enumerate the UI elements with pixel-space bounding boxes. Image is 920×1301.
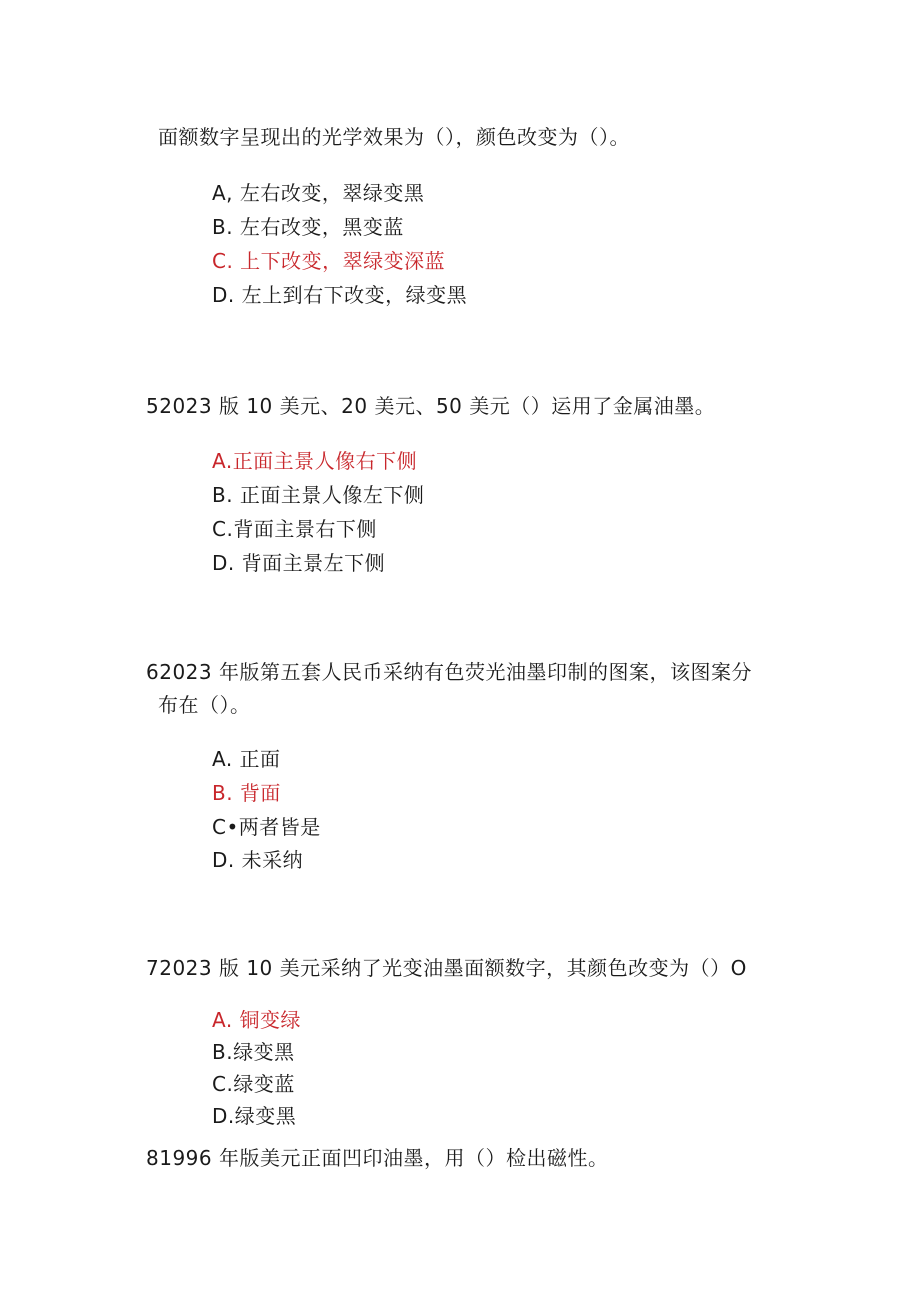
question-1-option-b: B. 左右改变，黑变蓝	[212, 215, 404, 239]
question-5-text: 52023 版 10 美元、20 美元、50 美元（）运用了金属油墨。	[146, 394, 716, 418]
question-6-option-a: A. 正面	[212, 747, 281, 771]
question-5-option-c: C.背面主景右下侧	[212, 517, 377, 541]
question-7-option-b: B.绿变黑	[212, 1040, 295, 1064]
question-6-option-c: C•两者皆是	[212, 815, 321, 839]
question-6-text-line-2: 布在（）。	[158, 693, 251, 717]
question-6-text-line-1: 62023 年版第五套人民币采纳有色荧光油墨印制的图案，该图案分	[146, 660, 752, 684]
question-8-text: 81996 年版美元正面凹印油墨，用（）检出磁性。	[146, 1146, 609, 1170]
question-6-option-b-answer: B. 背面	[212, 781, 281, 805]
question-7-option-d: D.绿变黑	[212, 1104, 297, 1128]
question-7-option-c: C.绿变蓝	[212, 1072, 295, 1096]
question-7-option-a-answer: A. 铜变绿	[212, 1008, 302, 1032]
question-1-option-d: D. 左上到右下改变，绿变黑	[212, 283, 468, 307]
question-5-option-d: D. 背面主景左下侧	[212, 551, 386, 575]
question-5-option-a-answer: A.正面主景人像右下侧	[212, 449, 418, 473]
question-1-option-c-answer: C. 上下改变，翠绿变深蓝	[212, 249, 446, 273]
question-1-text: 面额数字呈现出的光学效果为（），颜色改变为（）。	[158, 125, 630, 149]
question-7-text: 72023 版 10 美元采纳了光变油墨面额数字，其颜色改变为（）O	[146, 956, 747, 980]
question-5-option-b: B. 正面主景人像左下侧	[212, 483, 425, 507]
question-1-option-a: A, 左右改变，翠绿变黑	[212, 181, 425, 205]
question-6-option-d: D. 未采纳	[212, 848, 304, 872]
